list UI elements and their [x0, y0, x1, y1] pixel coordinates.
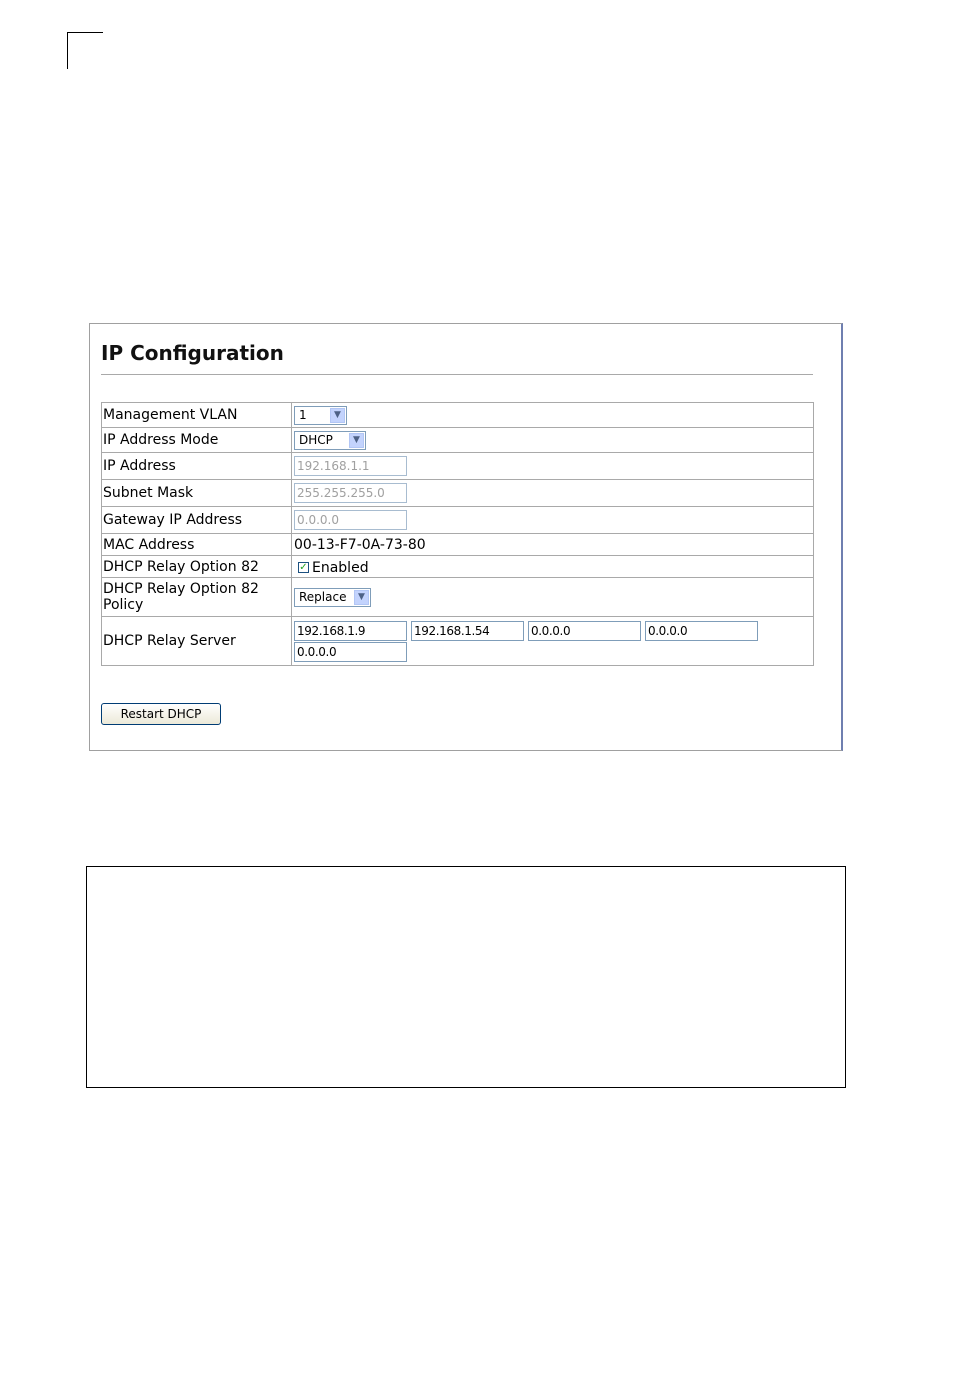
- dhcp-relay-server-4-field[interactable]: 0.0.0.0: [645, 621, 758, 641]
- mac-address-label: MAC Address: [102, 534, 292, 556]
- dhcp-relay-server-5-field[interactable]: 0.0.0.0: [294, 642, 407, 662]
- table-row: [102, 480, 814, 507]
- policy-label-line2: Policy: [103, 597, 144, 613]
- dhcp-relay-option-82-policy-select[interactable]: [294, 588, 371, 607]
- empty-frame: [86, 866, 846, 1088]
- checkmark-icon[interactable]: ✓: [299, 561, 308, 573]
- table-row: [102, 534, 814, 556]
- enabled-label: Enabled: [312, 559, 369, 576]
- subnet-mask-label: Subnet Mask: [102, 480, 292, 507]
- table-row: [102, 578, 814, 617]
- table-row: [102, 617, 814, 666]
- dhcp-relay-server-1-field[interactable]: 192.168.1.9: [294, 621, 407, 641]
- ip-address-mode-select[interactable]: [294, 431, 366, 450]
- crop-mark-horizontal: [67, 32, 103, 33]
- management-vlan-select[interactable]: [294, 406, 347, 425]
- table-row: [102, 556, 814, 578]
- ip-configuration-panel: [89, 323, 843, 751]
- ip-address-label: IP Address: [102, 453, 292, 480]
- dhcp-relay-server-row-1: [293, 621, 812, 641]
- ip-address-mode-value: DHCP: [299, 433, 333, 447]
- table-row: [102, 403, 814, 428]
- chevron-down-icon[interactable]: ▼: [354, 590, 369, 605]
- ip-address-field[interactable]: 192.168.1.1: [294, 456, 407, 476]
- management-vlan-label: Management VLAN: [102, 403, 292, 428]
- title-divider: [101, 374, 813, 375]
- gateway-ip-address-label: Gateway IP Address: [102, 507, 292, 534]
- management-vlan-value: 1: [299, 408, 307, 422]
- table-row: [102, 428, 814, 453]
- restart-dhcp-button[interactable]: Restart DHCP: [101, 703, 221, 725]
- chevron-down-icon[interactable]: ▼: [349, 433, 364, 448]
- policy-value: Replace: [299, 590, 347, 604]
- gateway-ip-address-field[interactable]: 0.0.0.0: [294, 510, 407, 530]
- ip-address-mode-label: IP Address Mode: [102, 428, 292, 453]
- crop-mark-vertical: [67, 32, 68, 69]
- dhcp-relay-server-2-field[interactable]: 192.168.1.54: [411, 621, 524, 641]
- chevron-down-icon[interactable]: ▼: [330, 408, 345, 423]
- dhcp-relay-server-label: DHCP Relay Server: [102, 617, 292, 666]
- table-row: [102, 507, 814, 534]
- mac-address-value: 00-13-F7-0A-73-80: [294, 536, 426, 553]
- dhcp-relay-option-82-label: DHCP Relay Option 82: [102, 556, 292, 578]
- ip-config-table: [101, 402, 814, 666]
- dhcp-relay-server-3-field[interactable]: 0.0.0.0: [528, 621, 641, 641]
- dhcp-relay-option-82-policy-label: [102, 578, 292, 617]
- table-row: [102, 453, 814, 480]
- subnet-mask-field[interactable]: 255.255.255.0: [294, 483, 407, 503]
- dhcp-relay-option-82-toggle[interactable]: [298, 560, 369, 576]
- policy-label-line1: DHCP Relay Option 82: [103, 581, 259, 597]
- page-title: IP Configuration: [101, 341, 284, 365]
- dhcp-relay-server-row-2: [293, 642, 812, 662]
